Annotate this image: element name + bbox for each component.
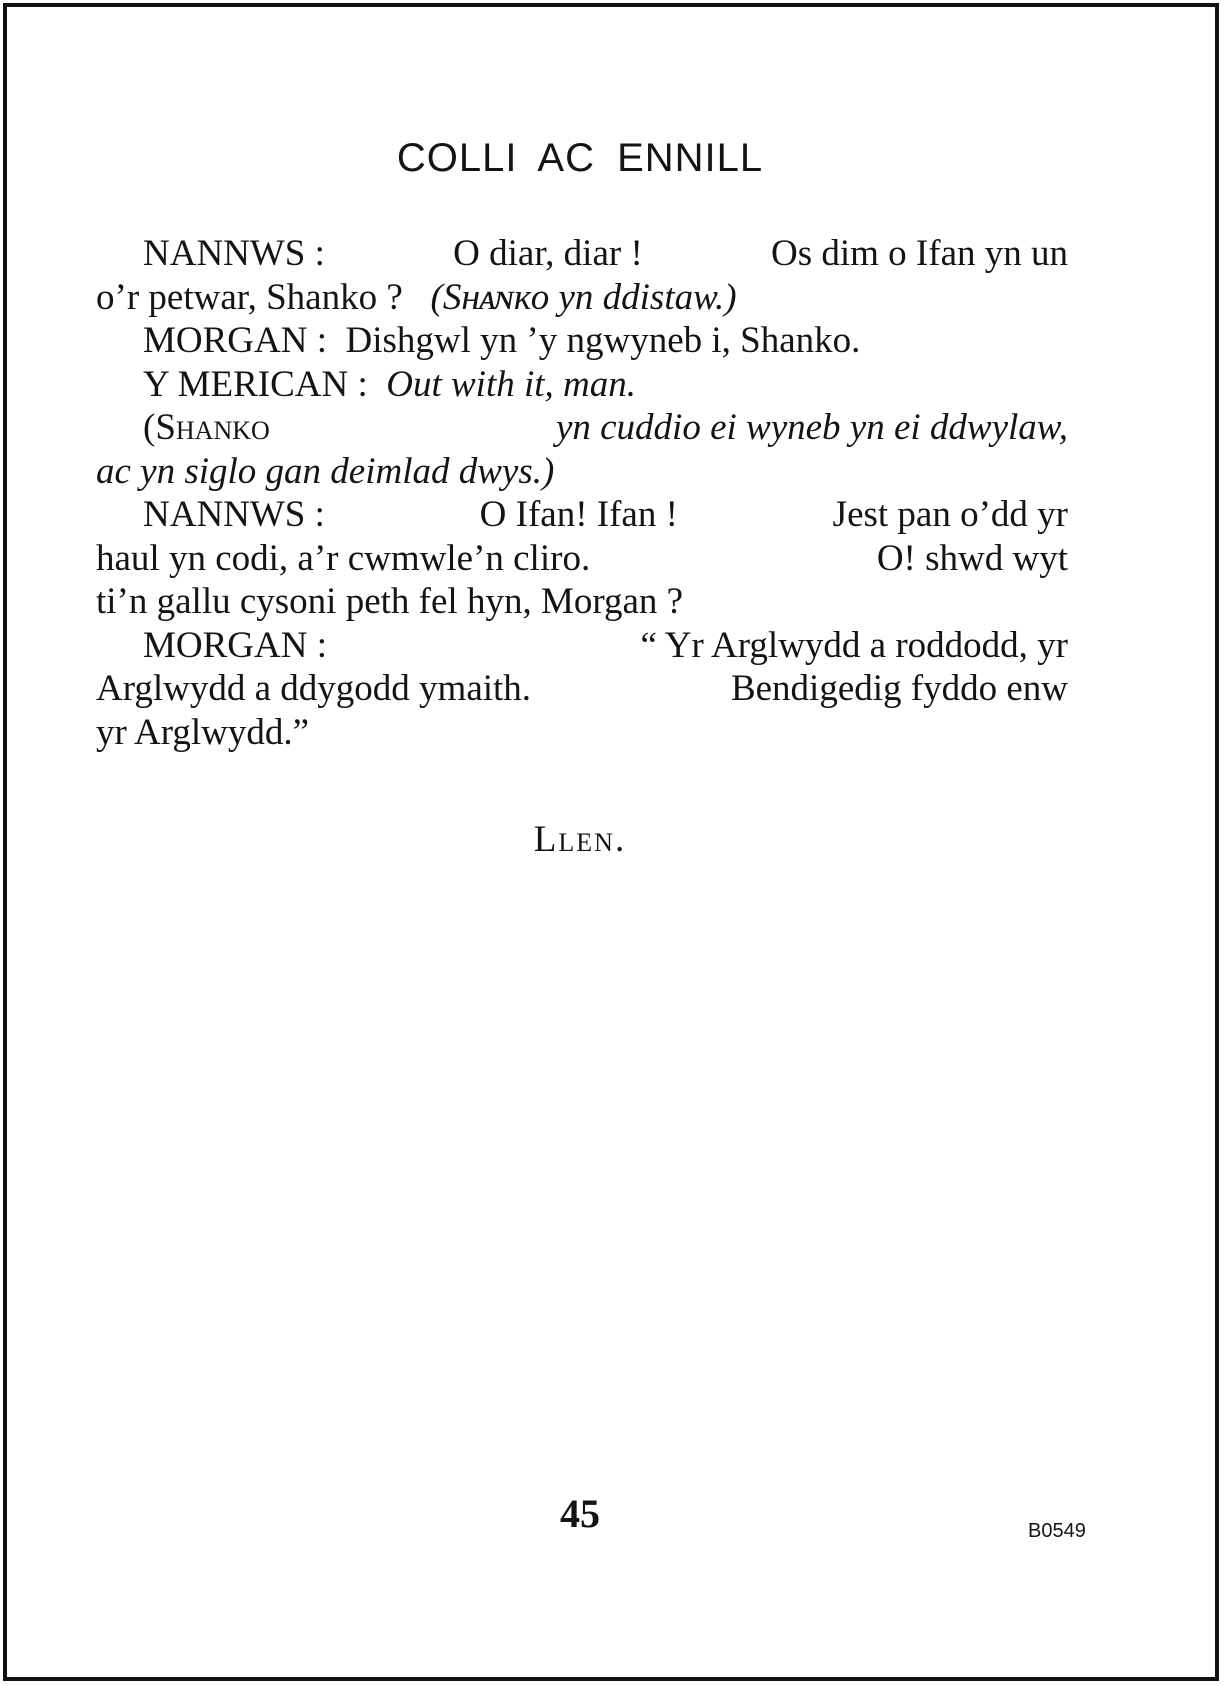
speaker-name: Y MERICAN : — [143, 363, 368, 405]
dialogue: Jest pan o’dd yr — [832, 494, 1068, 535]
text-line — [96, 450, 1068, 494]
stage-direction: (Sʜᴀɴᴋᴏ yn ddistaw.) — [430, 276, 737, 318]
document-code: B0549 — [1028, 1520, 1086, 1542]
dialogue: Out with it, man. — [386, 363, 637, 405]
page-title: COLLI AC ENNILL — [396, 136, 764, 180]
speaker-name: NANNWS : — [143, 233, 325, 274]
text-line — [96, 319, 1068, 363]
text-line — [96, 624, 1068, 668]
speaker-name: MORGAN : — [143, 624, 327, 666]
page-number: 45 — [560, 1491, 600, 1536]
play-text — [96, 232, 1068, 754]
text-line — [96, 363, 1068, 407]
text-line — [96, 406, 1068, 450]
dialogue: O diar, diar ! — [453, 233, 643, 274]
speaker-name: NANNWS : — [143, 494, 325, 535]
dialogue: “ Yr Arglwydd a roddodd, yr — [640, 624, 1068, 666]
text-line — [96, 493, 1068, 537]
stage-direction: ac yn siglo gan deimlad dwys.) — [96, 450, 555, 492]
dialogue: haul yn codi, a’r cwmwle’n cliro. — [96, 537, 591, 579]
dialogue: o’r petwar, Shanko ? — [96, 276, 403, 318]
speaker-name: MORGAN : — [143, 320, 327, 361]
stage-direction: yn cuddio ei wyneb yn ei ddwylaw, — [555, 407, 1068, 448]
stage-direction-open: (Shanko — [143, 407, 270, 448]
dialogue: Dishgwl yn ’y ngwyneb i, Shanko. — [345, 320, 861, 361]
dialogue: ti’n gallu cysoni peth fel hyn, Morgan ? — [96, 581, 684, 622]
dialogue: yr Arglwydd.” — [96, 711, 310, 753]
text-line — [96, 711, 1068, 755]
dialogue: Bendigedig fyddo enw — [730, 668, 1068, 709]
text-line — [96, 537, 1068, 581]
dialogue: Os dim o Ifan yn un — [771, 233, 1068, 274]
curtain-direction: Llen. — [533, 819, 627, 860]
dialogue: O! shwd wyt — [876, 537, 1068, 579]
character-name: Shanko — [155, 407, 270, 448]
text-line — [96, 276, 1068, 320]
dialogue: O Ifan! Ifan ! — [479, 494, 678, 535]
text-line — [96, 667, 1068, 711]
text-line — [96, 232, 1068, 276]
dialogue: Arglwydd a ddygodd ymaith. — [96, 668, 532, 709]
text-line — [96, 580, 1068, 624]
